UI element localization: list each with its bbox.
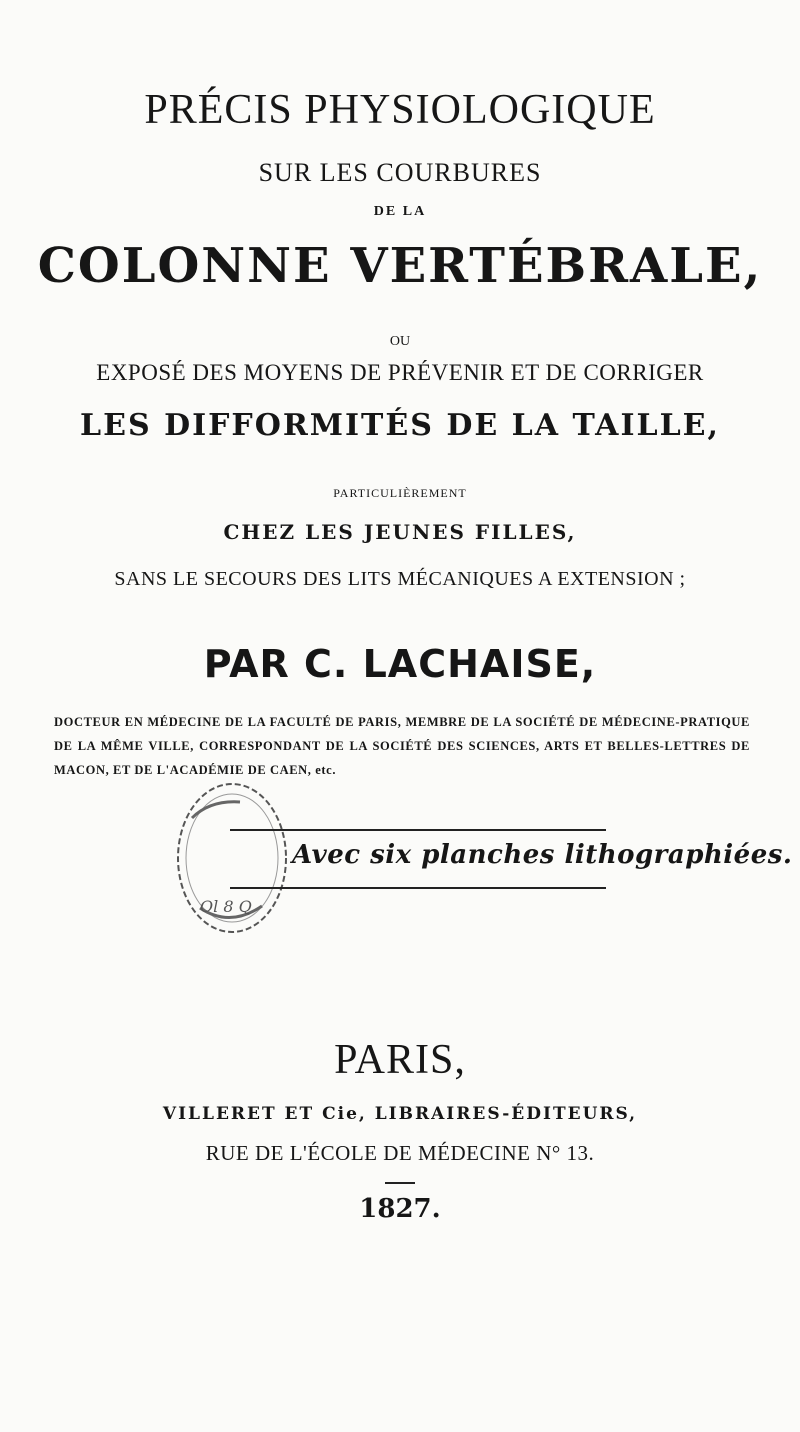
main-title: COLONNE VERTÉBRALE, (37, 238, 763, 294)
subtitle-line-3: PARTICULIÈREMENT (333, 486, 467, 500)
publication-year: 1827. (359, 1194, 441, 1224)
title-line-2: SUR LES COURBURES (258, 158, 542, 187)
rule-bottom (230, 887, 606, 889)
subtitle-line-4: CHEZ LES JEUNES FILLES, (223, 520, 577, 544)
separator-rule (385, 1182, 415, 1184)
conjunction: OU (389, 334, 411, 349)
stamp-text: Ol 8 Q (200, 897, 252, 916)
subtitle-line-2: LES DIFFORMITÉS DE LA TAILLE, (80, 408, 720, 443)
imprint-city: PARIS, (334, 1037, 466, 1083)
title-line-1: PRÉCIS PHYSIOLOGIQUE (144, 87, 656, 133)
subtitle-line-5: SANS LE SECOURS DES LITS MÉCANIQUES A EXTENSION ; (114, 568, 686, 590)
author-name: PAR C. LACHAISE, (203, 642, 597, 686)
title-line-3: DE LA (373, 204, 427, 219)
library-stamp (170, 778, 290, 936)
publisher: VILLERET ET Cie, LIBRAIRES-ÉDITEURS, (162, 1104, 638, 1124)
author-credentials: DOCTEUR EN MÉDECINE DE LA FACULTÉ DE PARIS, MEMBRE DE LA SOCIÉTÉ DE MÉDECINE-PRATIQUE DE LA MÊME VILLE, CORRESPONDANT DE LA SOCIÉTÉ DES SCIENCES, ARTS ET BELLES-LETTRES DE MACON, ET DE L'ACADÉMIE DE CAEN, etc. (54, 715, 750, 777)
rule-top (230, 829, 606, 831)
subtitle-line-1: EXPOSÉ DES MOYENS DE PRÉVENIR ET DE CORRIGER (96, 360, 704, 385)
plates-note: Avec six planches lithographiées. (292, 840, 793, 870)
publisher-address: RUE DE L'ÉCOLE DE MÉDECINE N° 13. (205, 1141, 595, 1165)
